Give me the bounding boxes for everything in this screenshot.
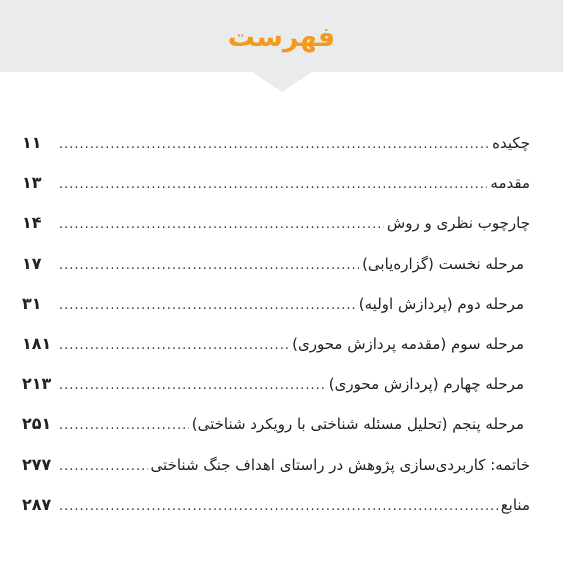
toc-entry-title: چارچوب نظری و روش (386, 214, 530, 233)
toc-entry-title: مقدمه (490, 174, 530, 193)
toc-entry[interactable] (22, 334, 530, 374)
toc-entry-title: مرحله دوم (پردازش اولیه) (358, 294, 524, 313)
dot-leader (59, 298, 356, 313)
toc-entry-title: مرحله سوم (مقدمه پردازش محوری) (292, 334, 524, 353)
dot-leader (59, 137, 489, 152)
toc-entry-page: ۲۱۳ (22, 374, 52, 394)
toc-entry[interactable] (22, 213, 530, 253)
toc-entry[interactable] (22, 374, 530, 414)
toc-entry-page: ۱۸۱ (22, 333, 52, 353)
dot-leader (59, 378, 326, 393)
page-title: فهرست (227, 22, 336, 53)
toc-entry[interactable] (22, 414, 530, 454)
toc-entry-page: ۱۳ (22, 173, 42, 193)
toc-entry-page: ۱۴ (22, 213, 42, 233)
toc-entry-page: ۲۵۱ (22, 414, 52, 434)
toc-entry-title: منابع (500, 495, 530, 514)
toc-entry[interactable] (22, 495, 530, 535)
toc-entry[interactable] (22, 173, 530, 213)
toc-entry[interactable] (22, 455, 530, 495)
dot-leader (59, 459, 148, 474)
toc-entry-page: ۱۱ (22, 133, 42, 152)
toc-entry-title: مرحله نخست (گزاره‌یابی) (362, 254, 524, 273)
toc-entry-title: مرحله پنجم (تحلیل مسئله شناختی با رویکرد شناختی) (191, 415, 524, 434)
toc-entry[interactable] (22, 133, 530, 173)
dot-leader (59, 258, 359, 273)
toc-entry-page: ۱۷ (22, 253, 42, 273)
toc-entry-title: مرحله چهارم (پردازش محوری) (328, 375, 524, 394)
toc-entry-title: چکیده (492, 134, 530, 152)
dot-leader (59, 217, 384, 232)
dot-leader (59, 499, 498, 514)
dot-leader (59, 418, 189, 433)
toc-list (22, 133, 530, 535)
toc-entry-page: ۲۸۷ (22, 494, 52, 514)
toc-entry-page: ۳۱ (22, 293, 42, 313)
dot-leader (59, 177, 487, 192)
toc-entry[interactable] (22, 254, 530, 294)
toc-entry-title: خاتمه: کاربردی‌سازی پژوهش در راستای اهداف جنگ شناختی (150, 455, 530, 474)
toc-entry-page: ۲۷۷ (22, 454, 52, 474)
dot-leader (59, 338, 289, 353)
toc-entry[interactable] (22, 294, 530, 334)
